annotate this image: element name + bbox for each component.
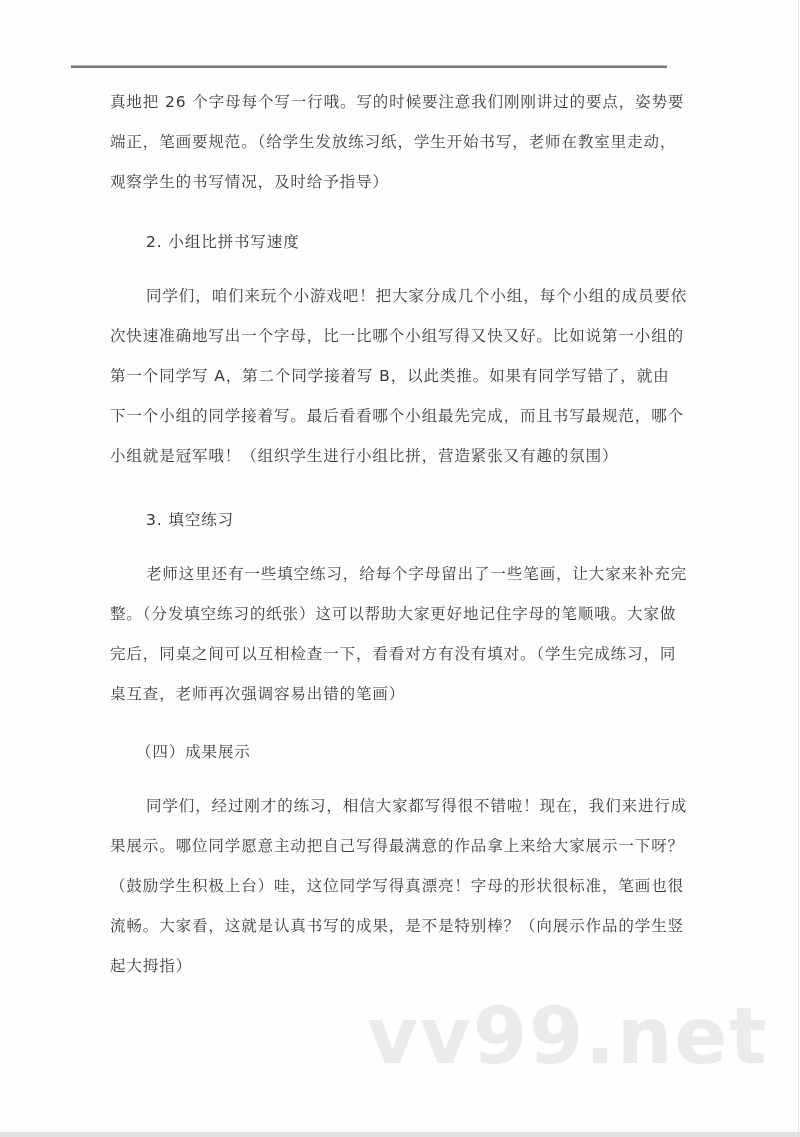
paragraph-line: 整。（分发填空练习的纸张）这可以帮助大家更好地记住字母的笔顺哦。大家做 bbox=[110, 605, 677, 623]
paragraph-line: 同学们，经过刚才的练习，相信大家都写得很不错啦！现在，我们来进行成 bbox=[146, 797, 688, 815]
page-bottom-edge bbox=[0, 1132, 800, 1137]
subsection-heading: 3. 填空练习 bbox=[146, 511, 235, 529]
paragraph-line: （鼓励学生积极上台）哇，这位同学写得真漂亮！字母的形状很标准，笔画也很 bbox=[110, 877, 685, 895]
paragraph-line: 第一个同学写 A，第二个同学接着写 B，以此类推。如果有同学写错了，就由 bbox=[110, 367, 670, 385]
paragraph-line: 观察学生的书写情况，及时给予指导） bbox=[110, 173, 389, 191]
paragraph-line: 桌互查，老师再次强调容易出错的笔画） bbox=[110, 685, 406, 703]
paragraph-line: 下一个小组的同学接着写。最后看看哪个小组最先完成，而且书写最规范，哪个 bbox=[110, 407, 685, 425]
watermark: vv99.net bbox=[367, 992, 769, 1082]
subsection-heading: 2. 小组比拼书写速度 bbox=[146, 233, 300, 251]
paragraph-line: 真地把 26 个字母每个写一行哦。写的时候要注意我们刚刚讲过的要点，姿势要 bbox=[110, 93, 685, 111]
paragraph-line: 果展示。哪位同学愿意主动把自己写得最满意的作品拿上来给大家展示一下呀？ bbox=[110, 837, 685, 855]
paragraph-line: 起大拇指） bbox=[110, 957, 193, 975]
section-heading: （四）成果展示 bbox=[136, 743, 251, 761]
paragraph-line: 完后，同桌之间可以互相检查一下，看看对方有没有填对。（学生完成练习，同 bbox=[110, 645, 677, 663]
paragraph-line: 端正，笔画要规范。（给学生发放练习纸，学生开始书写，老师在教室里走动， bbox=[110, 133, 677, 151]
header-rule bbox=[71, 65, 667, 68]
paragraph-line: 小组就是冠军哦！（组织学生进行小组比拼，营造紧张又有趣的氛围） bbox=[110, 447, 619, 465]
paragraph-line: 老师这里还有一些填空练习，给每个字母留出了一些笔画，让大家来补充完 bbox=[146, 565, 688, 583]
paragraph-line: 次快速准确地写出一个字母，比一比哪个小组写得又快又好。比如说第一小组的 bbox=[110, 327, 685, 345]
paragraph-line: 流畅。大家看，这就是认真书写的成果，是不是特别棒？（向展示作品的学生竖 bbox=[110, 917, 685, 935]
paragraph-line: 同学们，咱们来玩个小游戏吧！把大家分成几个小组，每个小组的成员要依 bbox=[146, 287, 688, 305]
